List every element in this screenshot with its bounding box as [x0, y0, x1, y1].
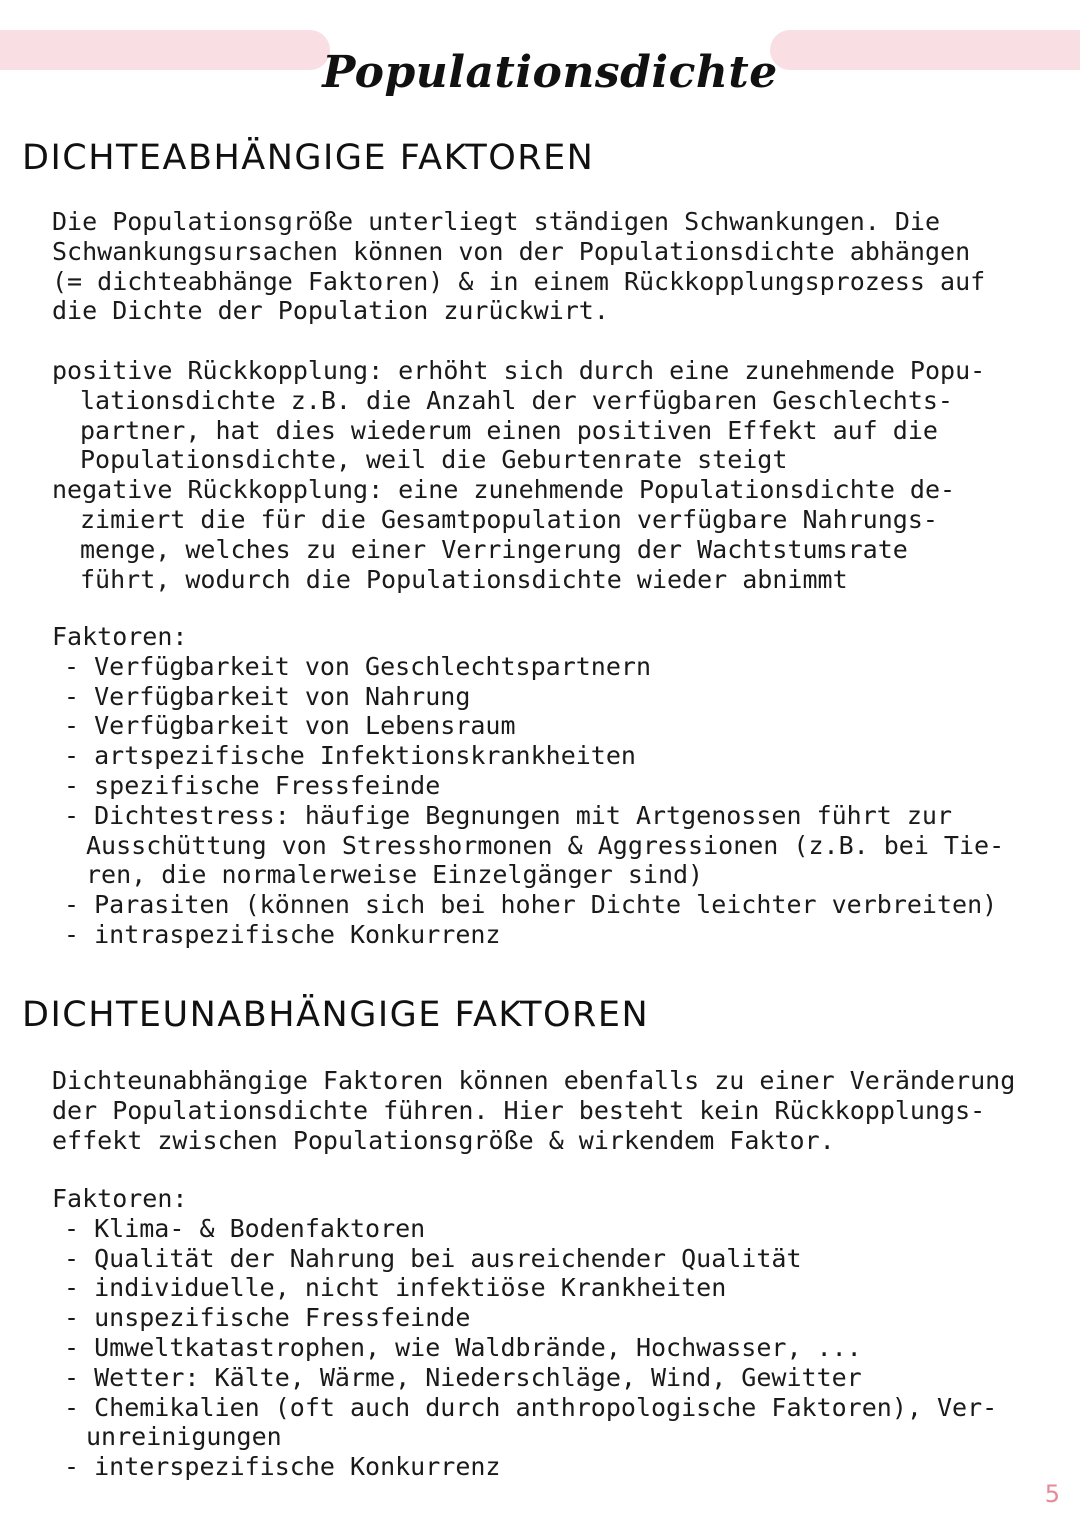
- list-item: - interspezifische Konkurrenz: [64, 1452, 501, 1482]
- list-item: - intraspezifische Konkurrenz: [64, 919, 501, 949]
- title-band-left: [0, 30, 330, 70]
- section2-factors: [52, 1184, 1062, 1482]
- text-line: Die Populationsgröße unterliegt ständigen Schwankungen. Die: [52, 207, 941, 236]
- list-item: - Chemikalien (oft auch durch anthropologische Faktoren), Ver-: [64, 1392, 998, 1422]
- text-line: Dichteunabhängige Faktoren können ebenfalls zu einer Veränderung: [52, 1066, 1016, 1095]
- positive-feedback-line: positive Rückkopplung: erhöht sich durch eine zunehmende Popu-: [52, 356, 986, 385]
- list-item: - artspezifische Infektionskrankheiten: [64, 741, 636, 771]
- list-item: - Dichtestress: häufige Begnungen mit Artgenossen führt zur: [64, 800, 953, 830]
- section-heading-density-dependent: DICHTEABHÄNGIGE FAKTOREN: [22, 138, 595, 178]
- text-line: der Populationsdichte führen. Hier besteht kein Rückkopplungs-: [52, 1095, 986, 1125]
- list-item-continuation: [64, 831, 1062, 861]
- list-item: - Qualität der Nahrung bei ausreichender Qualität: [64, 1243, 802, 1273]
- negative-feedback-line: menge, welches zu einer Verringerung der Wachtstumsrate: [80, 534, 908, 564]
- text-line: effekt zwischen Populationsgröße & wirkendem Faktor.: [52, 1125, 835, 1155]
- negative-feedback-line: führt, wodurch die Populationsdichte wieder abnimmt: [80, 564, 848, 594]
- text-line: (= dichteabhänge Faktoren) & in einem Rückkopplungsprozess auf: [52, 266, 986, 296]
- factors-label: Faktoren:: [52, 622, 188, 651]
- list-item-continuation: [64, 1422, 1062, 1452]
- continuation-text: unreinigungen: [86, 1422, 282, 1452]
- section-heading-density-independent: DICHTEUNABHÄNGIGE FAKTOREN: [22, 995, 650, 1035]
- positive-feedback-line: lationsdichte z.B. die Anzahl der verfügbaren Geschlechts-: [80, 385, 953, 415]
- text-line: die Dichte der Population zurückwirt.: [52, 296, 609, 326]
- feedback-explanation: [52, 356, 1062, 594]
- text-line: Schwankungsursachen können von der Populationsdichte abhängen: [52, 236, 971, 266]
- list-item: - spezifische Fressfeinde: [64, 770, 441, 800]
- page-number: 5: [1044, 1480, 1060, 1508]
- list-item: - unspezifische Fressfeinde: [64, 1303, 471, 1333]
- list-item: - Wetter: Kälte, Wärme, Niederschläge, Wind, Gewitter: [64, 1362, 862, 1392]
- factors-list: [52, 1214, 1062, 1482]
- list-item: - individuelle, nicht infektiöse Krankheiten: [64, 1273, 727, 1303]
- section1-intro: [52, 207, 1062, 326]
- positive-feedback-line: Populationsdichte, weil die Geburtenrate steigt: [80, 445, 788, 475]
- factors-label: Faktoren:: [52, 1184, 188, 1213]
- section2-intro: [52, 1066, 1062, 1155]
- list-item: - Verfügbarkeit von Lebensraum: [64, 711, 516, 741]
- page-title: Populationsdichte: [322, 47, 778, 99]
- list-item: - Umweltkatastrophen, wie Waldbrände, Hochwasser, ...: [64, 1332, 862, 1362]
- list-item: - Parasiten (können sich bei hoher Dichte leichter verbreiten): [64, 890, 998, 920]
- list-item: - Verfügbarkeit von Geschlechtspartnern: [64, 651, 651, 681]
- negative-feedback-line: negative Rückkopplung: eine zunehmende Populationsdichte de-: [52, 475, 956, 505]
- list-item: - Verfügbarkeit von Nahrung: [64, 681, 471, 711]
- section1-factors: [52, 622, 1062, 950]
- factors-list: [52, 652, 1062, 950]
- list-item: - Klima- & Bodenfaktoren: [64, 1213, 426, 1243]
- title-band-right: [770, 30, 1080, 70]
- negative-feedback-line: zimiert die für die Gesamtpopulation verfügbare Nahrungs-: [80, 504, 938, 534]
- list-item-continuation: [64, 860, 1062, 890]
- continuation-text: ren, die normalerweise Einzelgänger sind): [86, 860, 704, 890]
- positive-feedback-line: partner, hat dies wiederum einen positiven Effekt auf die: [80, 415, 938, 445]
- continuation-text: Ausschüttung von Stresshormonen & Aggressionen (z.B. bei Tie-: [86, 830, 1005, 860]
